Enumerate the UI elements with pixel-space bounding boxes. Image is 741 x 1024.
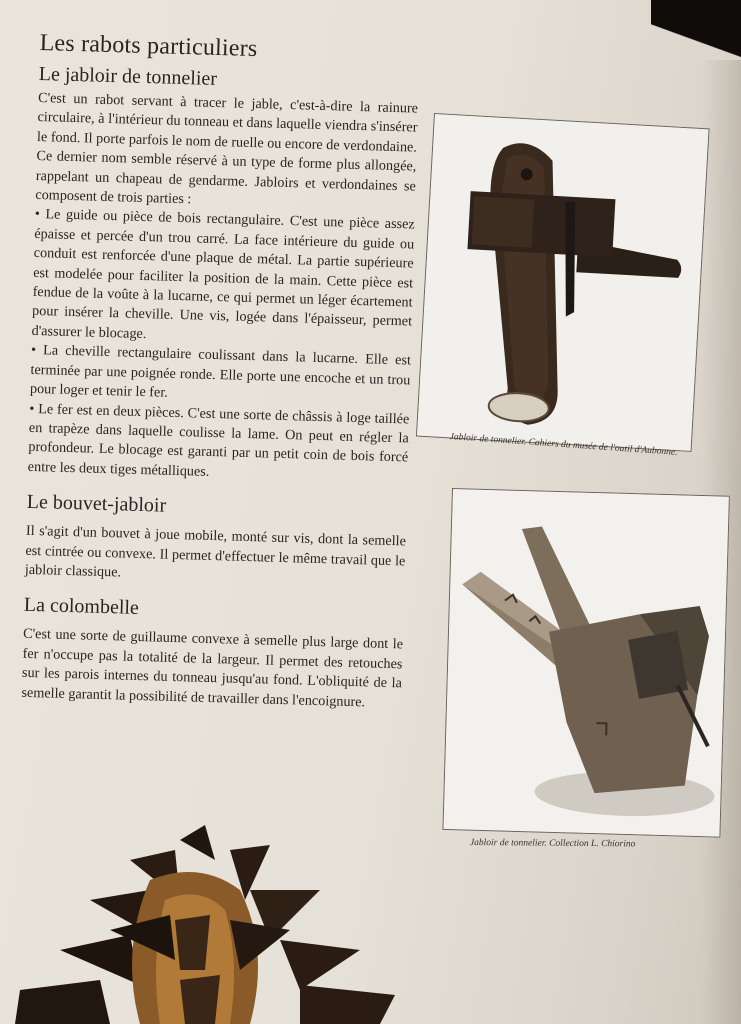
photo2-caption: Jabloir de tonnelier. Collection L. Chiorino bbox=[469, 838, 636, 850]
section-title-jabloir: Le jabloir de tonnelier bbox=[38, 62, 218, 90]
photo1-caption: Jabloir de tonnelier. Cahiers du musée de l'outil d'Aubonne. bbox=[449, 432, 678, 458]
bullet-guide: • Le guide ou pièce de bois rectangulaire. C'est une pièce assez épaisse et percée d'un trou carré. La face intérieure du guide ou conduit est renforcée d'une plaque de métal. La partie supérieure est modelée pour faciliter la position de la main. Cette pièce est fendue de la voûte à la lucarne, ce qui permet un léger écartement pour insérer la cheville. Une vis, logée dans l'épaisseur, permet d'assurer le blocage. bbox=[31, 206, 415, 342]
page-title: Les rabots particuliers bbox=[39, 30, 258, 63]
photo-jabloir-1 bbox=[416, 113, 710, 452]
bullet-fer: • Le fer est en deux pièces. C'est une sorte de châssis à loge taillée en trapèze dans laquelle coulisse la lame. On peut en régler la profondeur. Le blocage est garanti par un petit coin de bois forcé entre les deux tiges métalliques. bbox=[27, 400, 410, 480]
paragraph-jabloir-intro: C'est un rabot servant à tracer le jable, c'est-à-dire la rainure circulaire, à l'intérieur du tonneau et dans laquelle viendra s'insérer le fond. Il porte parfois le nom de ruelle ou encore de verdondaine. Ce dernier nom semble réservé à un type de forme plus allongée, rappelant un chapeau de gendarme. Jabloirs et verdondaines se composent de trois parties : bbox=[35, 89, 419, 208]
section-colombelle bbox=[21, 594, 404, 713]
section-title-bouvet: Le bouvet-jabloir bbox=[26, 490, 167, 517]
paragraph-colombelle: C'est une sorte de guillaume convexe à semelle plus large dont le fer n'occupe pas la totalité de la largeur. Il permet des retouches sur les parois internes du tonneau jusqu'au fond. L'obliquité de la semelle garantit la possibilité de travailler dans l'encoignure. bbox=[21, 626, 404, 710]
section-title-colombelle: La colombelle bbox=[23, 594, 140, 620]
bullet-cheville: • La cheville rectangulaire coulissant dans la lucarne. Elle est terminée par une poignée ronde. Elle porte une encoche et un trou pour loger et tenir le fer. bbox=[29, 342, 412, 401]
paragraph-bouvet: Il s'agit d'un bouvet à joue mobile, monté sur vis, dont la semelle est cintrée ou convexe. Il permet d'effectuer le même travail que le jabloir classique. bbox=[24, 522, 407, 581]
photo-jabloir-2 bbox=[442, 488, 729, 838]
jabloir-tool-illustration-2 bbox=[443, 489, 728, 837]
section-bouvet bbox=[25, 491, 407, 591]
page-corner-background bbox=[651, 0, 741, 70]
pinecone-foreground-object bbox=[0, 820, 420, 1024]
text-column bbox=[21, 30, 420, 713]
jabloir-tool-illustration-1 bbox=[417, 114, 709, 451]
